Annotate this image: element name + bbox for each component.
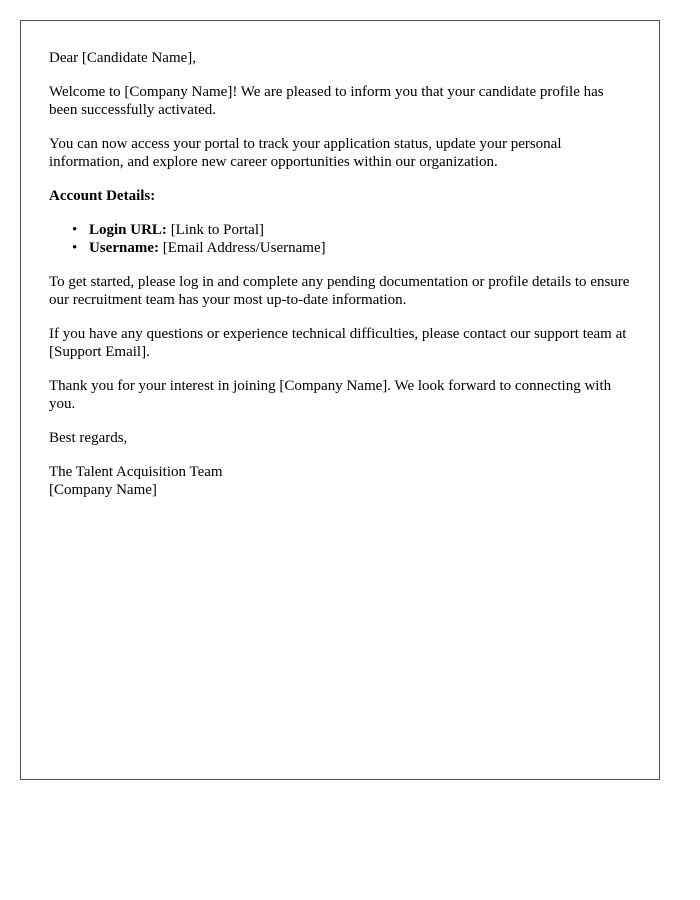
list-item-username xyxy=(72,239,631,257)
account-details-heading: Account Details: xyxy=(49,188,156,204)
greeting: Dear [Candidate Name], xyxy=(49,50,197,66)
signature-team: The Talent Acquisition Team xyxy=(49,464,223,480)
support-paragraph: If you have any questions or experience technical difficulties, please contact our support team at [Support Email]. xyxy=(49,326,627,360)
getting-started-paragraph: To get started, please log in and complete any pending documentation or profile details to ensure our recruitment team has your most up-to-date information. xyxy=(49,274,630,308)
username-label: Username: xyxy=(89,240,159,256)
intro-paragraph: Welcome to [Company Name]! We are pleased to inform you that your candidate profile has been successfully activated. xyxy=(49,84,604,118)
closing: Best regards, xyxy=(49,430,128,446)
list-item-login-url xyxy=(72,221,631,239)
account-details-list xyxy=(49,221,631,257)
signature-company: [Company Name] xyxy=(49,482,157,498)
username-value: [Email Address/Username] xyxy=(162,240,326,256)
access-paragraph: You can now access your portal to track your application status, update your personal information, and explore new career opportunities within our organization. xyxy=(49,136,562,170)
thanks-paragraph: Thank you for your interest in joining [Company Name]. We look forward to connecting with you. xyxy=(49,378,612,412)
bullet-icon: • xyxy=(72,240,78,256)
letter-frame xyxy=(20,20,660,780)
login-url-value: [Link to Portal] xyxy=(170,222,265,238)
bullet-icon: • xyxy=(72,222,78,238)
login-url-label: Login URL: xyxy=(89,222,167,238)
